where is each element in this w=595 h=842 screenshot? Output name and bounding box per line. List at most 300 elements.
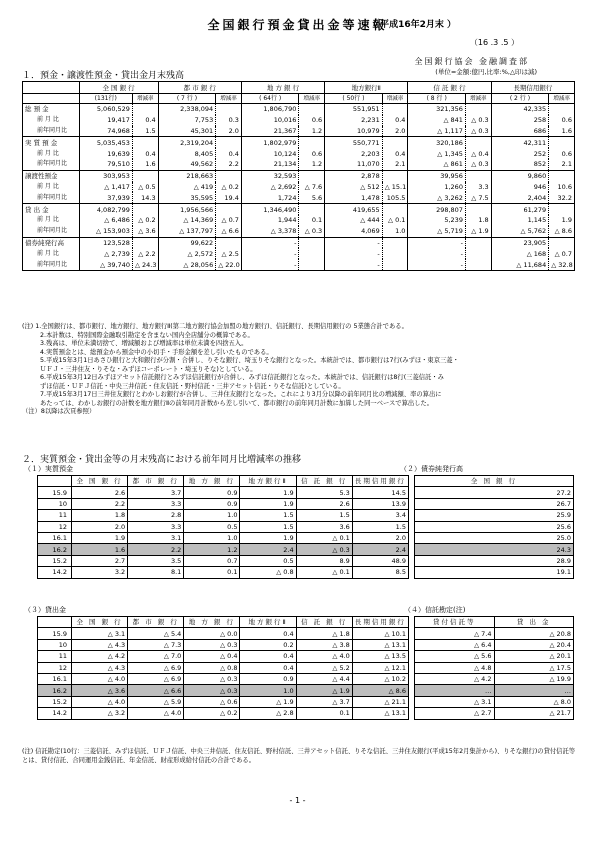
trend-period: 14.2 <box>38 708 72 719</box>
value-cell: 252 <box>491 148 549 159</box>
trend-header-row <box>38 617 409 628</box>
bond-value: 25.6 <box>415 521 574 532</box>
value-cell: 37,939 <box>79 192 132 203</box>
rate-cell: 0.4 <box>382 148 408 159</box>
value-cell: 1,806,790 <box>241 104 299 115</box>
trust-value: … <box>494 685 574 696</box>
rate-cell <box>465 237 491 248</box>
trend-value: 1.5 <box>240 521 296 532</box>
rate-cell: △ 0.5 <box>132 182 158 193</box>
trust-trend-heading: （４）信託勘定(注) <box>404 606 466 614</box>
value-cell: △ 3,262 <box>408 192 466 203</box>
trend-value: 3.3 <box>128 498 184 509</box>
rate-cell <box>382 237 408 248</box>
rate-cell: 1.8 <box>465 215 491 226</box>
trust-value: △ 4.2 <box>415 673 495 684</box>
trend-value: 1.9 <box>240 498 296 509</box>
trend-value: △ 6.6 <box>128 685 184 696</box>
rate-cell: △ 7.5 <box>465 192 491 203</box>
value-cell: 686 <box>491 126 549 137</box>
trend-header: 全 国 銀 行 <box>72 476 128 487</box>
rate-cell: 2.1 <box>549 159 575 170</box>
value-cell: 946 <box>491 182 549 193</box>
bond-trend-heading: （２）債券純発行高 <box>400 465 463 473</box>
row-label: 前年同月比 <box>23 192 80 203</box>
trend-value: 0.5 <box>184 521 240 532</box>
rate-cell <box>549 170 575 181</box>
bond-row <box>415 498 574 509</box>
value-cell: △ 168 <box>491 248 549 259</box>
trend-value: △ 6.9 <box>128 662 184 673</box>
rate-cell <box>382 137 408 148</box>
value-cell: 2,404 <box>491 192 549 203</box>
trend-value: △ 0.0 <box>184 628 240 639</box>
trend-value: 1.9 <box>72 532 128 543</box>
bond-header-row <box>415 476 574 487</box>
trend-value: 2.6 <box>296 498 352 509</box>
rate-cell: 2.0 <box>216 126 242 137</box>
trend-value: △ 1.9 <box>296 685 352 696</box>
value-cell: 9,860 <box>491 170 549 181</box>
trend-value: △ 5.2 <box>296 662 352 673</box>
rate-cell: △ 0.7 <box>549 248 575 259</box>
rate-cell: △ 24.3 <box>132 259 158 270</box>
bond-value: 25.9 <box>415 510 574 521</box>
rate-cell: △ 0.3 <box>299 226 325 237</box>
trend-value: 8.9 <box>296 555 352 566</box>
trend-period: 12 <box>38 662 72 673</box>
rate-cell: △ 0.3 <box>465 126 491 137</box>
table-row <box>23 237 575 248</box>
bond-row <box>415 567 574 578</box>
trend-value: 1.9 <box>240 532 296 543</box>
bond-row <box>415 544 574 555</box>
trend-value: 14.5 <box>352 487 408 498</box>
rate-header: 増減率 <box>382 94 408 104</box>
trust-row <box>415 708 574 719</box>
value-cell: 8,405 <box>158 148 216 159</box>
table-row <box>23 226 575 237</box>
trend-period: 15.2 <box>38 696 72 707</box>
trend-value: △ 0.2 <box>184 708 240 719</box>
rate-cell: △ 32.8 <box>549 259 575 270</box>
trust-value: △ 19.9 <box>494 673 574 684</box>
trend-value: 2.4 <box>240 544 296 555</box>
bond-row <box>415 532 574 543</box>
trend-value: 0.1 <box>296 708 352 719</box>
page-title <box>0 16 595 33</box>
row-label: 貸 出 金 <box>23 204 80 215</box>
rate-cell: △ 0.1 <box>382 215 408 226</box>
trust-value: △ 3.1 <box>415 696 495 707</box>
trend-period: 11 <box>38 651 72 662</box>
rate-cell <box>299 104 325 115</box>
value-cell: 45,301 <box>158 126 216 137</box>
trend-value: 0.4 <box>240 662 296 673</box>
trend-value: △ 3.8 <box>296 639 352 650</box>
value-cell: 11,070 <box>325 159 383 170</box>
rate-cell: 3.3 <box>465 182 491 193</box>
trend-header: 信 託 銀 行 <box>296 476 352 487</box>
value-cell: - <box>408 237 466 248</box>
rate-cell: 105.5 <box>382 192 408 203</box>
rate-cell <box>382 170 408 181</box>
value-cell: 2,878 <box>325 170 383 181</box>
subheader-row <box>23 94 575 104</box>
value-cell: - <box>408 259 466 270</box>
table-row <box>23 182 575 193</box>
rate-cell <box>382 259 408 270</box>
value-cell: △ 1,345 <box>408 148 466 159</box>
rate-cell <box>299 248 325 259</box>
value-cell: 99,622 <box>158 237 216 248</box>
value-cell: 1,944 <box>241 215 299 226</box>
trust-value: … <box>415 685 495 696</box>
trend-value: △ 7.0 <box>128 651 184 662</box>
rate-cell <box>299 137 325 148</box>
trend-value: 2.0 <box>72 521 128 532</box>
rate-cell <box>132 204 158 215</box>
trend-value: 1.5 <box>240 510 296 521</box>
trend-row <box>38 532 409 543</box>
trend-row <box>38 651 409 662</box>
trend-value: 1.5 <box>352 521 408 532</box>
trend-value: △ 1.9 <box>240 696 296 707</box>
trend-value: 1.0 <box>184 510 240 521</box>
table-row <box>23 126 575 137</box>
rate-header: 増減率 <box>132 94 158 104</box>
trust-header: 貸付信託等 <box>415 617 495 628</box>
trust-row <box>415 651 574 662</box>
value-cell: △ 137,797 <box>158 226 216 237</box>
value-cell: 49,562 <box>158 159 216 170</box>
rate-cell: 0.3 <box>216 115 242 126</box>
trend-period: 14.2 <box>38 567 72 578</box>
rate-header: 増減率 <box>216 94 242 104</box>
rate-cell: 1.6 <box>549 126 575 137</box>
rate-cell: △ 2.2 <box>132 248 158 259</box>
bond-header: 全 国 銀 行 <box>415 476 574 487</box>
rate-cell: △ 8.6 <box>549 226 575 237</box>
trend-value: △ 4.0 <box>72 696 128 707</box>
value-cell: △ 2,692 <box>241 182 299 193</box>
value-cell: 298,807 <box>408 204 466 215</box>
rate-cell: 1.6 <box>132 159 158 170</box>
trend-row <box>38 639 409 650</box>
note-line: ＵＦＪ・三井住友・りそな・みずほコーポレート・埼玉りそな)としている。 <box>40 365 257 373</box>
value-cell: 258 <box>491 115 549 126</box>
bank-header: 全 国 銀 行 <box>79 82 158 94</box>
loan-trend-table <box>37 616 409 720</box>
value-cell: 1,956,566 <box>158 204 216 215</box>
rate-cell <box>549 137 575 148</box>
trend-value: △ 4.3 <box>72 662 128 673</box>
trend-value: △ 0.1 <box>296 567 352 578</box>
bank-count: ( 7 行 ) <box>158 94 216 104</box>
rate-cell: △ 0.2 <box>132 215 158 226</box>
row-label: 前年同月比 <box>23 259 80 270</box>
notes <box>22 323 577 417</box>
trend-value: 1.9 <box>240 487 296 498</box>
rate-cell <box>216 237 242 248</box>
row-label: 前 月 比 <box>23 215 80 226</box>
bank-count: ( 50行 ) <box>325 94 383 104</box>
trend-value: △ 0.1 <box>296 532 352 543</box>
row-label: 前年同月比 <box>23 159 80 170</box>
trend-row <box>38 510 409 521</box>
trend-value: 2.7 <box>72 555 128 566</box>
value-cell: - <box>241 237 299 248</box>
trend-value: 2.2 <box>128 544 184 555</box>
row-label: 前 月 比 <box>23 148 80 159</box>
rate-cell: 0.4 <box>132 115 158 126</box>
value-cell: - <box>241 259 299 270</box>
trend-value: △ 10.1 <box>352 628 408 639</box>
trust-row <box>415 662 574 673</box>
trend-value: 2.6 <box>72 487 128 498</box>
value-cell: △ 2,739 <box>79 248 132 259</box>
trend-value: 2.4 <box>352 544 408 555</box>
rate-cell: 0.6 <box>299 148 325 159</box>
trend-value: 3.5 <box>128 555 184 566</box>
rate-cell: 1.5 <box>132 126 158 137</box>
rate-cell: 1.0 <box>382 226 408 237</box>
bond-row <box>415 510 574 521</box>
trend-value: 0.2 <box>240 639 296 650</box>
value-cell: 23,905 <box>491 237 549 248</box>
trend-period: 10 <box>38 639 72 650</box>
trend-value: 2.2 <box>72 498 128 509</box>
deposit-trend-table <box>37 475 409 579</box>
rate-cell: 1.2 <box>299 126 325 137</box>
table-row <box>23 204 575 215</box>
trend-value: 8.1 <box>128 567 184 578</box>
rate-cell <box>216 137 242 148</box>
table-row <box>23 215 575 226</box>
trend-value: 3.2 <box>72 567 128 578</box>
bank-header: 地方銀行Ⅱ <box>325 82 408 94</box>
trend-value: △ 0.3 <box>296 544 352 555</box>
trust-value: △ 21.7 <box>494 708 574 719</box>
row-label: 前 月 比 <box>23 248 80 259</box>
table-row <box>23 248 575 259</box>
value-cell: 19,417 <box>79 115 132 126</box>
bond-value: 25.0 <box>415 532 574 543</box>
value-cell: - <box>325 237 383 248</box>
rate-cell <box>549 104 575 115</box>
rate-cell <box>132 170 158 181</box>
value-cell: 35,595 <box>158 192 216 203</box>
bank-count: (131行) <box>79 94 132 104</box>
rate-cell: △ 1.9 <box>465 226 491 237</box>
bank-header: 都 市 銀 行 <box>158 82 241 94</box>
trend-value: 8.5 <box>352 567 408 578</box>
note-line: 2.本計数は、特別国際金融取引勘定を含まない国内全店舗分の概算である。 <box>40 331 254 339</box>
rate-cell: 0.4 <box>132 148 158 159</box>
trend-row <box>38 498 409 509</box>
value-cell: 21,367 <box>241 126 299 137</box>
rate-cell: △ 22.0 <box>216 259 242 270</box>
trend-value: △ 13.5 <box>352 651 408 662</box>
trend-value: △ 5.4 <box>128 628 184 639</box>
value-cell: △ 5,762 <box>491 226 549 237</box>
value-cell: △ 2,572 <box>158 248 216 259</box>
bond-row <box>415 555 574 566</box>
value-cell: △ 1,417 <box>79 182 132 193</box>
value-cell: - <box>325 248 383 259</box>
report-period: （ 平成16年2月末 ） <box>368 20 457 30</box>
trend-value: △ 0.8 <box>240 567 296 578</box>
rate-cell <box>132 137 158 148</box>
page-number: - 1 - <box>289 796 306 805</box>
title-text: 全国銀行預金貸出金等速報 <box>207 18 388 32</box>
row-label: 前年同月比 <box>23 226 80 237</box>
value-cell: 1,145 <box>491 215 549 226</box>
trend-header-blank <box>38 617 72 628</box>
note-line: ずほ信託・ＵＦＪ信託・中央三井信託・住友信託・野村信託・三井アセット信託・りそな信託)としている。 <box>40 382 345 390</box>
trend-row <box>38 673 409 684</box>
rate-cell: 2.1 <box>382 159 408 170</box>
trend-value: 0.5 <box>240 555 296 566</box>
trend-value: △ 3.1 <box>72 628 128 639</box>
rate-cell: △ 7.6 <box>299 182 325 193</box>
trend-value: △ 0.8 <box>184 662 240 673</box>
trust-header-row <box>415 617 574 628</box>
trend-value: 3.3 <box>128 521 184 532</box>
trend-value: 0.9 <box>240 673 296 684</box>
header-blank <box>23 82 80 94</box>
value-cell: △ 14,369 <box>158 215 216 226</box>
trend-value: 13.9 <box>352 498 408 509</box>
bond-value: 28.9 <box>415 555 574 566</box>
trend-header: 地 方 銀 行 <box>184 617 240 628</box>
trend-value: 1.5 <box>296 510 352 521</box>
value-cell: △ 419 <box>158 182 216 193</box>
trend-row <box>38 708 409 719</box>
rate-cell <box>549 237 575 248</box>
bank-count: ( 64行 ) <box>241 94 299 104</box>
value-cell: 321,356 <box>408 104 466 115</box>
trust-row <box>415 673 574 684</box>
value-cell: 32,593 <box>241 170 299 181</box>
organization: 全国銀行協会 金融調査部 <box>414 57 529 66</box>
value-cell: 1,478 <box>325 192 383 203</box>
table-row <box>23 159 575 170</box>
trend-row <box>38 555 409 566</box>
loan-trend-heading: （３）貸出金 <box>24 606 66 614</box>
value-cell: 42,311 <box>491 137 549 148</box>
trend-value: △ 0.3 <box>184 685 240 696</box>
trust-row <box>415 685 574 696</box>
row-label: 前 月 比 <box>23 115 80 126</box>
trend-header: 地 方 銀 行 <box>184 476 240 487</box>
bond-value: 19.1 <box>415 567 574 578</box>
header-blank <box>23 94 80 104</box>
trend-value: △ 5.9 <box>128 696 184 707</box>
value-cell: 5,239 <box>408 215 466 226</box>
trend-value: △ 4.0 <box>296 651 352 662</box>
trend-header-row <box>38 476 409 487</box>
trend-value: 0.1 <box>184 567 240 578</box>
trend-value: 3.6 <box>296 521 352 532</box>
rate-cell: 32.2 <box>549 192 575 203</box>
rate-cell <box>465 137 491 148</box>
note-line: 6.平成15年3月12日みずほアセット信託銀行とみずほ信託銀行が合併し、みずほ信託銀行となった。本統計では、信託銀行は8行(三菱信託・み <box>40 374 444 381</box>
row-label: 実 質 預 金 <box>23 137 80 148</box>
table-row <box>23 104 575 115</box>
rate-cell <box>465 248 491 259</box>
publication-date: （16 .3 .5 ） <box>469 38 519 47</box>
note-line: 4.実質預金とは、総預金から預金中の小切手・手形金額を差し引いたものである。 <box>40 348 273 356</box>
rate-cell: 14.3 <box>132 192 158 203</box>
value-cell: △ 1,117 <box>408 126 466 137</box>
rate-cell: △ 0.3 <box>465 115 491 126</box>
value-cell: 4,069 <box>325 226 383 237</box>
rate-cell <box>465 170 491 181</box>
trend-value: 3.4 <box>352 510 408 521</box>
rate-cell: 1.9 <box>549 215 575 226</box>
header-row <box>23 82 575 94</box>
trust-value: △ 2.7 <box>415 708 495 719</box>
trust-row <box>415 628 574 639</box>
rate-cell <box>465 259 491 270</box>
rate-cell <box>132 237 158 248</box>
trend-row <box>38 521 409 532</box>
trend-value: 2.0 <box>352 532 408 543</box>
value-cell: △ 39,740 <box>79 259 132 270</box>
value-cell: 320,186 <box>408 137 466 148</box>
rate-cell: 1.2 <box>299 159 325 170</box>
rate-cell <box>216 170 242 181</box>
value-cell: 74,968 <box>79 126 132 137</box>
bank-count: ( 8 行 ) <box>408 94 466 104</box>
trend-row <box>38 544 409 555</box>
trend-value: △ 8.6 <box>352 685 408 696</box>
trust-footnote: (注) 信託勘定(10行：三菱信託、みずほ信託、ＵＦＪ信託、中央三井信託、住友信託、野村信託、三井アセット信託、りそな信託、三井住友銀行(平成15年2月集計から)、りそな銀行)の貸付信託等とは、貸付信託、合同運用金銭信託、年金信託、財産形成給付信託の合計である。 <box>22 748 576 764</box>
value-cell: - <box>241 248 299 259</box>
trend-period: 16.1 <box>38 673 72 684</box>
trend-value: 5.3 <box>296 487 352 498</box>
note-line: あたっては、わかしお銀行の計数を地方銀行Ⅱの前年同月計数から差し引いて、都市銀行の前年同月計数に加算した同一ベースで算出した。 <box>40 399 434 407</box>
trend-period: 12 <box>38 521 72 532</box>
bank-count: ( 2 行 ) <box>491 94 549 104</box>
rate-cell: 0.6 <box>299 115 325 126</box>
trend-value: 0.4 <box>240 651 296 662</box>
rate-header: 増減率 <box>299 94 325 104</box>
trend-value: △ 4.2 <box>72 651 128 662</box>
trend-row <box>38 628 409 639</box>
trend-value: 3.1 <box>128 532 184 543</box>
trend-row <box>38 567 409 578</box>
row-label: 前 月 比 <box>23 182 80 193</box>
trend-value: △ 13.1 <box>352 639 408 650</box>
trend-header: 都 市 銀 行 <box>128 476 184 487</box>
value-cell: 303,953 <box>79 170 132 181</box>
trend-value: △ 21.1 <box>352 696 408 707</box>
trust-trend-table <box>414 616 574 720</box>
trend-value: 2.8 <box>128 510 184 521</box>
trend-value: 0.9 <box>184 487 240 498</box>
trust-header: 貸 出 金 <box>494 617 574 628</box>
row-label: 総 預 金 <box>23 104 80 115</box>
rate-cell <box>465 204 491 215</box>
trust-value: △ 8.0 <box>494 696 574 707</box>
note-line: 5.平成15年3月1日あさひ銀行と大和銀行が分割・合併し、りそな銀行、埼玉りそな銀行となった。本統計では、都市銀行は7行(みずほ・東京三菱・ <box>40 357 459 364</box>
rate-cell <box>216 204 242 215</box>
table-row <box>23 259 575 270</box>
deposit-trend-heading: （１）実質預金 <box>24 465 73 473</box>
value-cell: 1,802,979 <box>241 137 299 148</box>
